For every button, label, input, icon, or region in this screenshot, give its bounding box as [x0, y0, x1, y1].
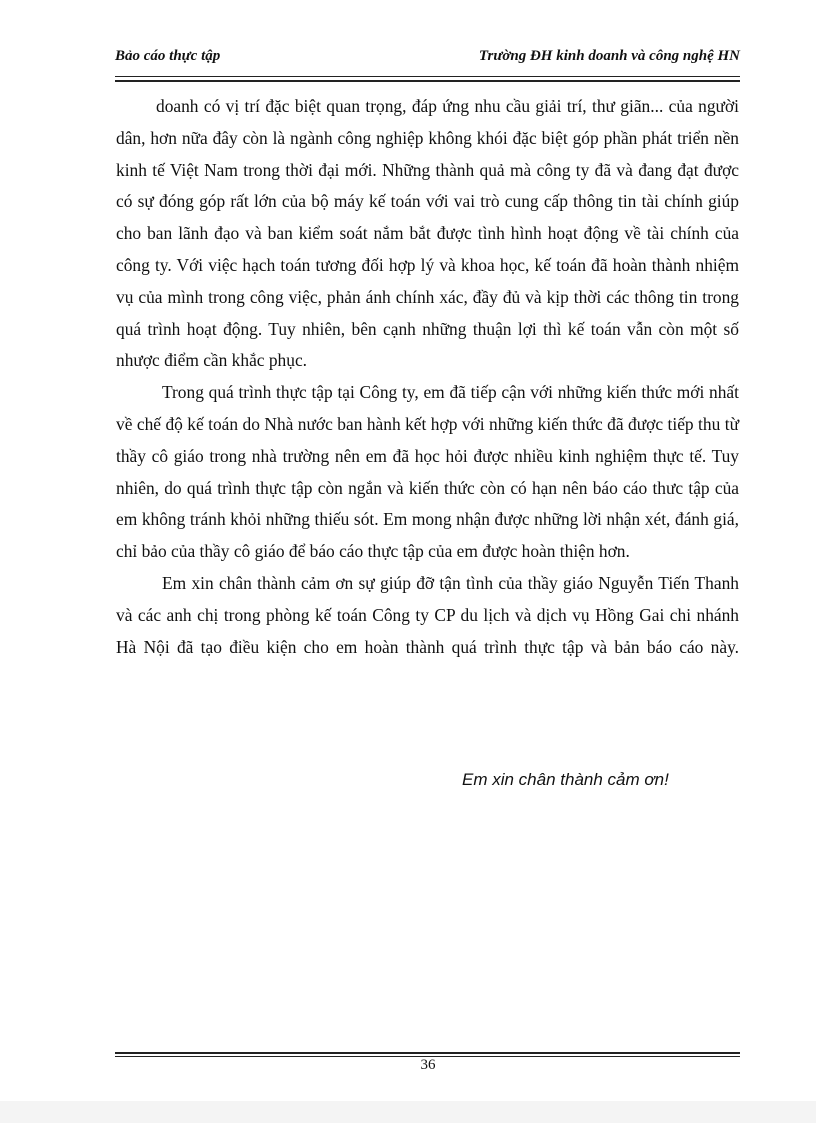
page-header: [115, 48, 740, 70]
footer-divider-thick: [115, 1052, 740, 1054]
page-bottom-edge: [0, 1101, 816, 1123]
body-text: [116, 91, 739, 663]
header-report-title: Bảo cáo thực tập: [115, 48, 221, 64]
paragraph-internship-experience: Trong quá trình thực tập tại Công ty, em đã tiếp cận với những kiến thức mới nhất về chế độ kế toán do Nhà nước ban hành kết hợp với những kiến thức đã được tiếp thu từ thầy cô giáo trong nhà trường nên em đã học hỏi được nhiều kinh nghiệm thực tế. Tuy nhiên, do quá trình thực tập còn ngắn và kiến thức còn có hạn nên báo cáo thưc tập của em không tránh khỏi những thiếu sót. Em mong nhận được những lời nhận xét, đánh giá, chỉ bảo của thầy cô giáo để báo cáo thực tập của em được hoàn thiện hơn.: [116, 382, 739, 562]
paragraph-company-role: doanh có vị trí đặc biệt quan trọng, đáp ứng nhu cầu giải trí, thư giãn... của người dân, hơn nữa đây còn là ngành công nghiệp không khói đặc biệt góp phần phát triển nền kinh tế Việt Nam trong thời đại mới. Những thành quả mà công ty đã và đang đạt được có sự đóng góp rất lớn của bộ máy kế toán với vai trò cung cấp thông tin tài chính giúp cho ban lãnh đạo và ban kiểm soát nắm bắt được tình hình hoạt động về tài chính của công ty. Với việc hạch toán tương đối hợp lý và khoa học, kế toán đã hoàn thành nhiệm vụ của mình trong công việc, phản ánh chính xác, đầy đủ và kịp thời các thông tin trong quá trình hoạt động. Tuy nhiên, bên cạnh những thuận lợi thì kế toán vẫn còn một số nhược điểm cần khắc phục.: [116, 96, 739, 371]
page-number: 36: [420, 1057, 436, 1073]
header-university-name: Trường ĐH kinh doanh và công nghệ HN: [478, 48, 740, 64]
paragraph-acknowledgement: Em xin chân thành cảm ơn sự giúp đỡ tận tình của thầy giáo Nguyễn Tiến Thanh và các anh chị trong phòng kế toán Công ty CP du lịch và dịch vụ Hồng Gai chi nhánh Hà Nội đã tạo điều kiện cho em hoàn thành quá trình thực tập và bản báo cáo này.: [116, 572, 739, 657]
header-divider: [115, 76, 740, 77]
closing-thanks: Em xin chân thành cảm ơn!: [462, 770, 669, 789]
header-divider-thick: [115, 80, 740, 82]
